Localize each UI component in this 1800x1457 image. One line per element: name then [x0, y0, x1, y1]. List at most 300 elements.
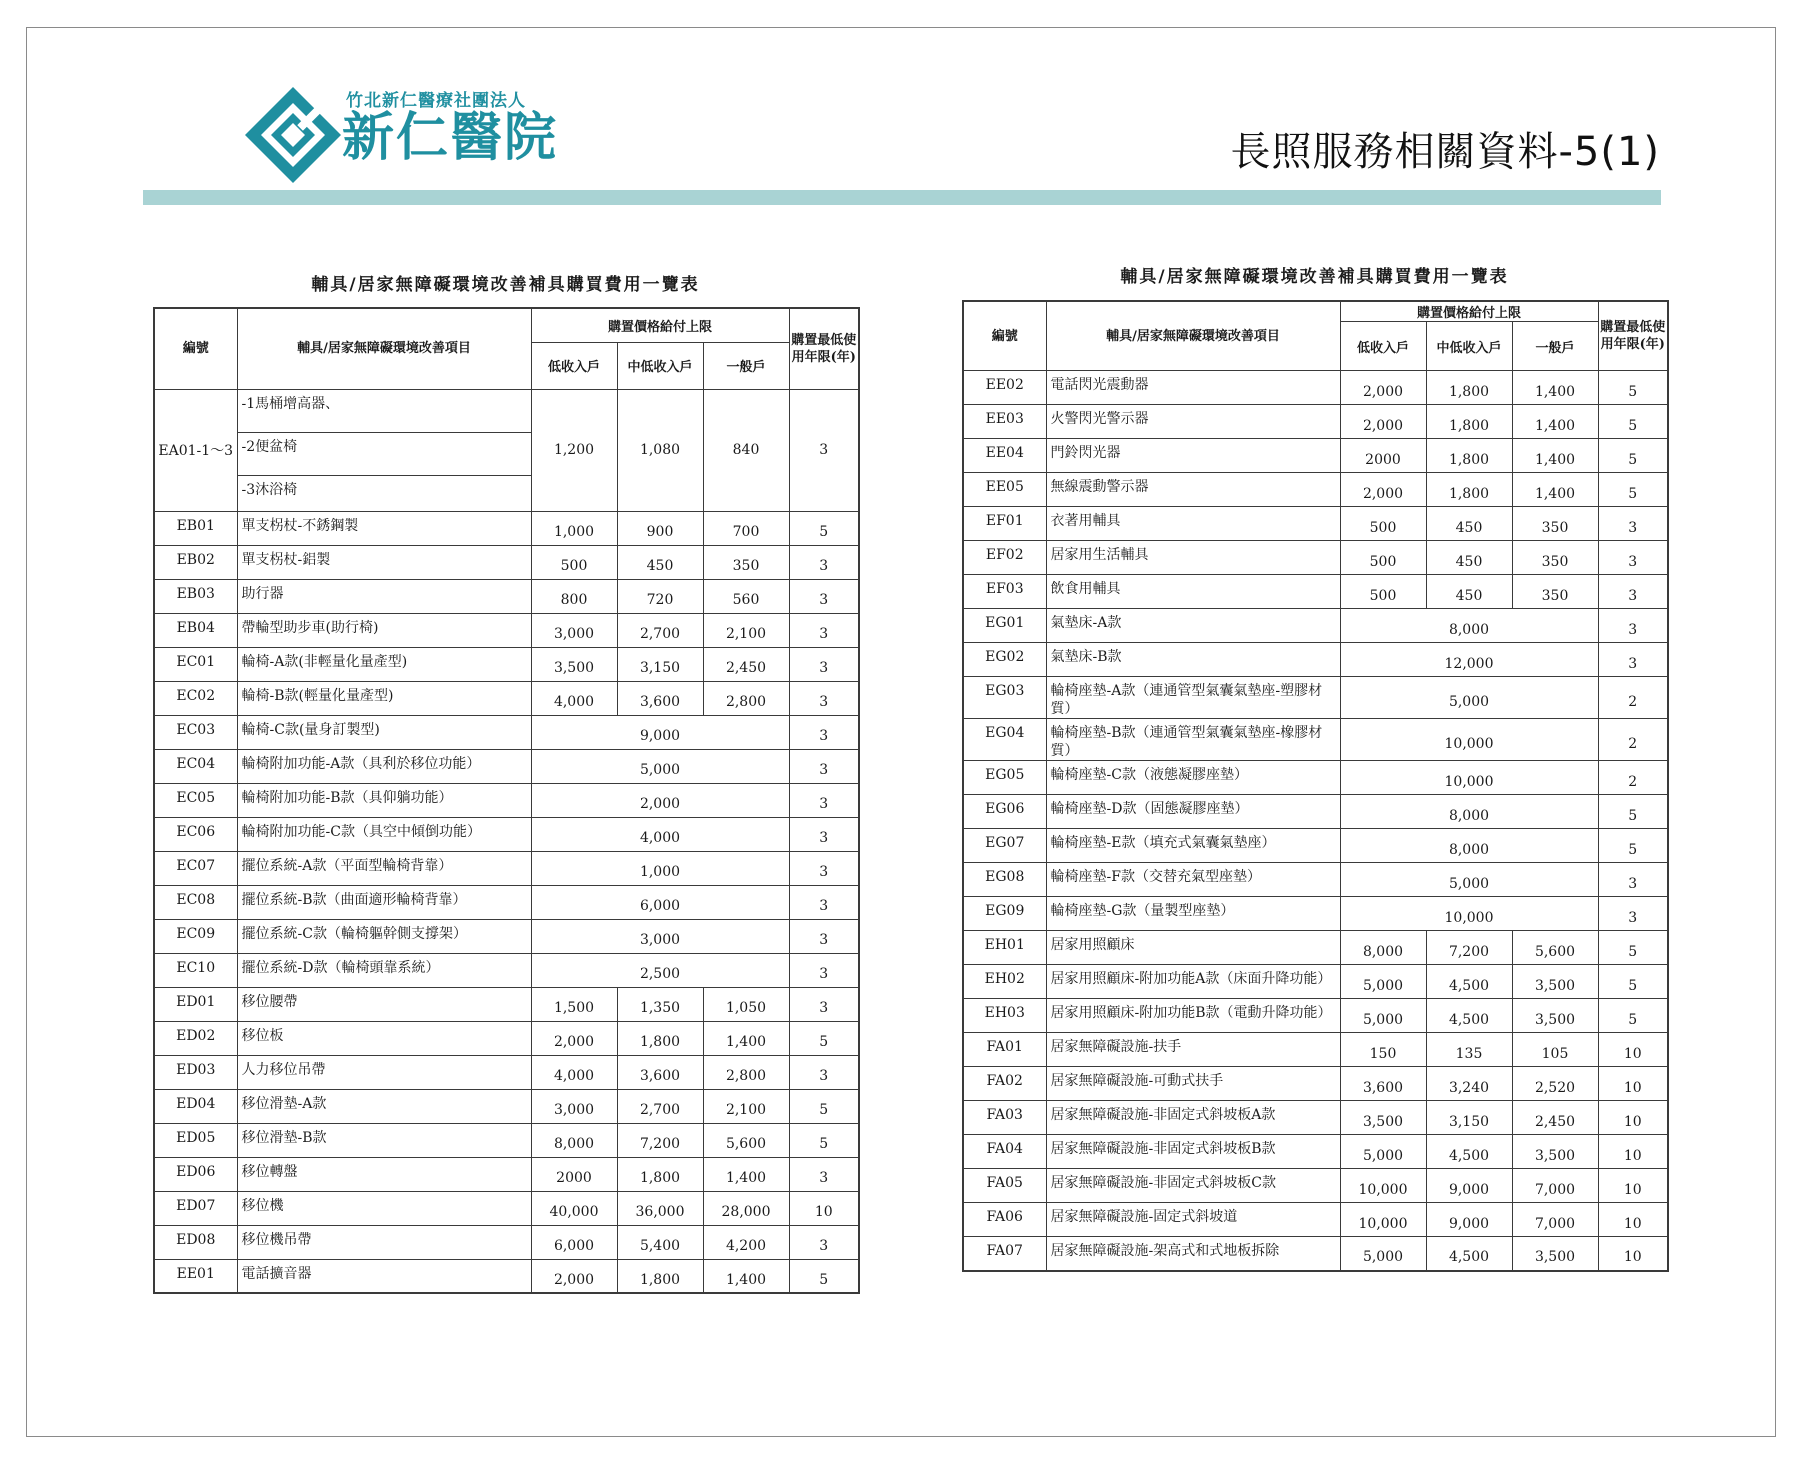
table-row: [154, 749, 859, 783]
row-low: 10,000: [1340, 1203, 1426, 1237]
row-item: 居家無障礙設施-非固定式斜坡板A款: [1046, 1101, 1340, 1135]
row-item: 居家無障礙設施-非固定式斜坡板C款: [1046, 1169, 1340, 1203]
table-row: [963, 1101, 1668, 1135]
row-general: 1,400: [703, 1157, 789, 1191]
row-general: 840: [703, 389, 789, 511]
row-item: 移位滑墊-B款: [237, 1123, 531, 1157]
row-midlow: 450: [1426, 507, 1512, 541]
row-general: 3,500: [1512, 1237, 1598, 1271]
row-midlow: 4,500: [1426, 965, 1512, 999]
table-row: [963, 439, 1668, 473]
row-years: 3: [1598, 541, 1668, 575]
row-code: EG07: [963, 829, 1046, 863]
row-price-merged: 8,000: [1340, 609, 1598, 643]
row-item: 飲食用輔具: [1046, 575, 1340, 609]
row-low: 2,000: [531, 1021, 617, 1055]
row-low: 500: [1340, 575, 1426, 609]
row-item: 門鈴閃光器: [1046, 439, 1340, 473]
table-row: [154, 1123, 859, 1157]
row-code: EC02: [154, 681, 237, 715]
row-price-merged: 8,000: [1340, 829, 1598, 863]
row-low: 3,000: [531, 613, 617, 647]
row-code: EC10: [154, 953, 237, 987]
row-item: 居家無障礙設施-可動式扶手: [1046, 1067, 1340, 1101]
table-row: [963, 965, 1668, 999]
row-general: 1,400: [1512, 439, 1598, 473]
row-low: 500: [531, 545, 617, 579]
row-price-merged: 5,000: [1340, 677, 1598, 719]
table-row: [154, 953, 859, 987]
row-item: 輪椅附加功能-A款（具利於移位功能）: [237, 749, 531, 783]
row-code: FA02: [963, 1067, 1046, 1101]
row-code: EF03: [963, 575, 1046, 609]
row-years: 3: [789, 579, 859, 613]
row-price-merged: 8,000: [1340, 795, 1598, 829]
row-code: ED03: [154, 1055, 237, 1089]
row-item: 輪椅座墊-D款（固態凝膠座墊）: [1046, 795, 1340, 829]
row-years: 10: [1598, 1033, 1668, 1067]
row-midlow: 5,400: [617, 1225, 703, 1259]
row-item: 擺位系統-B款（曲面適形輪椅背靠）: [237, 885, 531, 919]
table-row: [154, 1055, 859, 1089]
row-midlow: 720: [617, 579, 703, 613]
table-row: [963, 1169, 1668, 1203]
row-general: 4,200: [703, 1225, 789, 1259]
row-midlow: 1,800: [1426, 405, 1512, 439]
row-item: 擺位系統-A款（平面型輪椅背靠）: [237, 851, 531, 885]
row-general: 1,400: [703, 1021, 789, 1055]
row-low: 40,000: [531, 1191, 617, 1225]
row-general: 3,500: [1512, 999, 1598, 1033]
row-midlow: 450: [617, 545, 703, 579]
row-code: EE01: [154, 1259, 237, 1293]
table-row: [154, 1259, 859, 1293]
row-code: EC05: [154, 783, 237, 817]
table-row: [963, 1135, 1668, 1169]
row-years: 5: [1598, 371, 1668, 405]
row-midlow: 1,800: [617, 1259, 703, 1293]
header-general: 一般戶: [1512, 322, 1598, 371]
row-item: 居家無障礙設施-非固定式斜坡板B款: [1046, 1135, 1340, 1169]
table-row: [154, 1191, 859, 1225]
row-years: 3: [1598, 575, 1668, 609]
table-row: [963, 405, 1668, 439]
row-years: 5: [789, 511, 859, 545]
header-item: 輔具/居家無障礙環境改善項目: [237, 308, 531, 389]
row-code: EG03: [963, 677, 1046, 719]
table-row: [963, 677, 1668, 719]
row-years: 3: [1598, 507, 1668, 541]
row-general: 2,800: [703, 681, 789, 715]
table-row: [963, 761, 1668, 795]
row-code: ED01: [154, 987, 237, 1021]
row-general: 2,800: [703, 1055, 789, 1089]
row-code: EB02: [154, 545, 237, 579]
row-general: 3,500: [1512, 1135, 1598, 1169]
row-years: 3: [789, 715, 859, 749]
row-years: 3: [789, 545, 859, 579]
row-low: 5,000: [1340, 965, 1426, 999]
row-midlow: 450: [1426, 541, 1512, 575]
row-item-group: [237, 389, 531, 511]
row-years: 2: [1598, 677, 1668, 719]
row-midlow: 1,350: [617, 987, 703, 1021]
table-row: [154, 1089, 859, 1123]
row-item: 輪椅-C款(量身訂製型): [237, 715, 531, 749]
row-years: 10: [1598, 1101, 1668, 1135]
row-midlow: 9,000: [1426, 1203, 1512, 1237]
row-years: 3: [789, 885, 859, 919]
table-row: [154, 783, 859, 817]
header-price-group: 購置價格給付上限: [1340, 301, 1598, 322]
row-code: ED05: [154, 1123, 237, 1157]
row-midlow: 1,080: [617, 389, 703, 511]
row-general: 7,000: [1512, 1203, 1598, 1237]
table-row: [963, 1237, 1668, 1271]
row-midlow: 2,700: [617, 1089, 703, 1123]
row-item: 輪椅附加功能-B款（具仰躺功能）: [237, 783, 531, 817]
row-midlow: 135: [1426, 1033, 1512, 1067]
table-row: [963, 473, 1668, 507]
row-item: 助行器: [237, 579, 531, 613]
table-row: [154, 987, 859, 1021]
row-low: 2000: [1340, 439, 1426, 473]
row-years: 3: [789, 389, 859, 511]
row-code: EA01-1～3: [154, 389, 237, 511]
row-item: 輪椅座墊-G款（量製型座墊）: [1046, 897, 1340, 931]
row-years: 10: [1598, 1237, 1668, 1271]
row-low: 8,000: [531, 1123, 617, 1157]
row-years: 3: [789, 647, 859, 681]
row-code: EG08: [963, 863, 1046, 897]
row-years: 10: [1598, 1169, 1668, 1203]
table-row: [154, 1021, 859, 1055]
row-item: -2便盆椅: [238, 432, 531, 475]
row-years: 5: [789, 1021, 859, 1055]
table-row: [154, 715, 859, 749]
org-name: 新仁醫院: [342, 108, 559, 168]
table-row: [154, 817, 859, 851]
table-row: [154, 885, 859, 919]
row-code: ED04: [154, 1089, 237, 1123]
header-low: 低收入戶: [1340, 322, 1426, 371]
row-midlow: 1,800: [1426, 439, 1512, 473]
table-row: [963, 609, 1668, 643]
header-midlow: 中低收入戶: [1426, 322, 1512, 371]
row-general: 3,500: [1512, 965, 1598, 999]
row-years: 3: [789, 987, 859, 1021]
row-years: 5: [789, 1089, 859, 1123]
row-years: 5: [789, 1123, 859, 1157]
header-divider-bar: [143, 190, 1661, 205]
row-code: EE02: [963, 371, 1046, 405]
row-item: 衣著用輔具: [1046, 507, 1340, 541]
row-low: 4,000: [531, 681, 617, 715]
row-years: 3: [789, 1225, 859, 1259]
table-row: [963, 575, 1668, 609]
row-general: 5,600: [703, 1123, 789, 1157]
row-code: EG02: [963, 643, 1046, 677]
row-midlow: 1,800: [1426, 473, 1512, 507]
right-table-title: 輔具/居家無障礙環境改善補具購買費用一覽表: [1120, 267, 1509, 287]
row-price-merged: 10,000: [1340, 897, 1598, 931]
row-midlow: 2,700: [617, 613, 703, 647]
row-low: 500: [1340, 541, 1426, 575]
row-low: 2,000: [1340, 473, 1426, 507]
row-years: 3: [1598, 609, 1668, 643]
row-item: 無線震動警示器: [1046, 473, 1340, 507]
row-code: EF02: [963, 541, 1046, 575]
row-item: 輪椅座墊-F款（交替充氣型座墊）: [1046, 863, 1340, 897]
header-years: 購置最低使用年限(年): [789, 308, 859, 389]
row-low: 150: [1340, 1033, 1426, 1067]
header-item: 輔具/居家無障礙環境改善項目: [1046, 301, 1340, 371]
row-midlow: 3,240: [1426, 1067, 1512, 1101]
row-years: 5: [1598, 931, 1668, 965]
row-item: 氣墊床-A款: [1046, 609, 1340, 643]
row-low: 1,200: [531, 389, 617, 511]
row-general: 5,600: [1512, 931, 1598, 965]
row-midlow: 3,150: [1426, 1101, 1512, 1135]
row-years: 3: [789, 817, 859, 851]
row-general: 2,450: [1512, 1101, 1598, 1135]
row-general: 2,100: [703, 613, 789, 647]
table-row: [154, 511, 859, 545]
row-low: 2,000: [531, 1259, 617, 1293]
row-code: EH03: [963, 999, 1046, 1033]
table-row: [963, 1203, 1668, 1237]
table-row: [963, 371, 1668, 405]
row-years: 3: [789, 613, 859, 647]
row-years: 5: [1598, 965, 1668, 999]
table-row: [963, 507, 1668, 541]
row-general: 1,400: [1512, 405, 1598, 439]
row-midlow: 1,800: [1426, 371, 1512, 405]
row-code: EC01: [154, 647, 237, 681]
header-code: 編號: [963, 301, 1046, 371]
row-general: 1,400: [1512, 473, 1598, 507]
row-midlow: 3,600: [617, 681, 703, 715]
table-row: [154, 647, 859, 681]
row-price-merged: 6,000: [531, 885, 789, 919]
row-item: 居家無障礙設施-架高式和式地板拆除: [1046, 1237, 1340, 1271]
row-item: 居家用照顧床: [1046, 931, 1340, 965]
row-years: 5: [1598, 439, 1668, 473]
row-item: 電話閃光震動器: [1046, 371, 1340, 405]
row-low: 3,600: [1340, 1067, 1426, 1101]
row-general: 1,050: [703, 987, 789, 1021]
row-item: 居家無障礙設施-固定式斜坡道: [1046, 1203, 1340, 1237]
row-years: 3: [1598, 643, 1668, 677]
row-years: 3: [789, 681, 859, 715]
row-code: EB03: [154, 579, 237, 613]
row-item: 單支柺杖-鋁製: [237, 545, 531, 579]
left-table-title: 輔具/居家無障礙環境改善補具購買費用一覽表: [311, 275, 700, 295]
row-midlow: 4,500: [1426, 1135, 1512, 1169]
row-code: FA01: [963, 1033, 1046, 1067]
table-row: [154, 613, 859, 647]
row-years: 3: [789, 783, 859, 817]
row-low: 1,500: [531, 987, 617, 1021]
row-item: 移位機: [237, 1191, 531, 1225]
row-item: 擺位系統-C款（輪椅軀幹側支撐架）: [237, 919, 531, 953]
row-midlow: 9,000: [1426, 1169, 1512, 1203]
row-general: 2,450: [703, 647, 789, 681]
row-general: 700: [703, 511, 789, 545]
table-row: [154, 851, 859, 885]
left-price-table: [153, 307, 860, 1294]
row-low: 4,000: [531, 1055, 617, 1089]
row-years: 10: [1598, 1067, 1668, 1101]
row-years: 5: [789, 1259, 859, 1293]
row-low: 2000: [531, 1157, 617, 1191]
row-code: FA05: [963, 1169, 1046, 1203]
row-item: 輪椅附加功能-C款（具空中傾倒功能）: [237, 817, 531, 851]
header-code: 編號: [154, 308, 237, 389]
row-midlow: 4,500: [1426, 999, 1512, 1033]
row-code: ED06: [154, 1157, 237, 1191]
row-item: 居家用照顧床-附加功能A款（床面升降功能）: [1046, 965, 1340, 999]
row-years: 3: [789, 1055, 859, 1089]
row-price-merged: 9,000: [531, 715, 789, 749]
row-item: 居家無障礙設施-扶手: [1046, 1033, 1340, 1067]
row-price-merged: 10,000: [1340, 719, 1598, 761]
row-general: 350: [1512, 575, 1598, 609]
row-code: EC04: [154, 749, 237, 783]
row-years: 3: [789, 1157, 859, 1191]
row-general: 560: [703, 579, 789, 613]
table-row: [154, 579, 859, 613]
row-code: EC03: [154, 715, 237, 749]
row-code: EG09: [963, 897, 1046, 931]
table-row: [963, 1067, 1668, 1101]
row-general: 350: [703, 545, 789, 579]
row-low: 3,500: [1340, 1101, 1426, 1135]
page-title: 長照服務相關資料-5(1): [1230, 129, 1660, 175]
row-code: EC06: [154, 817, 237, 851]
row-code: EC07: [154, 851, 237, 885]
table-row: [963, 541, 1668, 575]
row-low: 6,000: [531, 1225, 617, 1259]
row-code: EC08: [154, 885, 237, 919]
row-code: FA07: [963, 1237, 1046, 1271]
row-price-merged: 5,000: [531, 749, 789, 783]
row-low: 3,000: [531, 1089, 617, 1123]
row-years: 2: [1598, 761, 1668, 795]
row-years: 5: [1598, 829, 1668, 863]
row-general: 1,400: [1512, 371, 1598, 405]
row-item: 移位腰帶: [237, 987, 531, 1021]
row-years: 5: [1598, 405, 1668, 439]
row-code: EG06: [963, 795, 1046, 829]
row-item: 電話擴音器: [237, 1259, 531, 1293]
row-code: EG04: [963, 719, 1046, 761]
row-code: FA04: [963, 1135, 1046, 1169]
row-item: 單支柺杖-不銹鋼製: [237, 511, 531, 545]
row-item: -1馬桶增高器、: [241, 395, 340, 412]
row-years: 5: [1598, 999, 1668, 1033]
row-item: 輪椅座墊-E款（填充式氣囊氣墊座）: [1046, 829, 1340, 863]
row-low: 10,000: [1340, 1169, 1426, 1203]
row-years: 3: [789, 953, 859, 987]
row-midlow: 1,800: [617, 1157, 703, 1191]
row-item: 移位轉盤: [237, 1157, 531, 1191]
row-item: 輪椅座墊-A款（連通管型氣囊氣墊座-塑膠材質）: [1046, 677, 1340, 719]
row-years: 10: [1598, 1135, 1668, 1169]
row-code: EE03: [963, 405, 1046, 439]
header-midlow: 中低收入戶: [617, 342, 703, 389]
row-midlow: 7,200: [617, 1123, 703, 1157]
table-row: [963, 1033, 1668, 1067]
row-general: 2,100: [703, 1089, 789, 1123]
table-row: [963, 931, 1668, 965]
row-item: 火警閃光警示器: [1046, 405, 1340, 439]
row-code: EB04: [154, 613, 237, 647]
row-years: 5: [1598, 473, 1668, 507]
row-code: ED07: [154, 1191, 237, 1225]
row-midlow: 7,200: [1426, 931, 1512, 965]
row-code: EF01: [963, 507, 1046, 541]
row-years: 3: [1598, 863, 1668, 897]
row-code: ED08: [154, 1225, 237, 1259]
row-code: FA03: [963, 1101, 1046, 1135]
row-code: ED02: [154, 1021, 237, 1055]
row-years: 3: [789, 749, 859, 783]
row-general: 7,000: [1512, 1169, 1598, 1203]
row-item: 居家用照顧床-附加功能B款（電動升降功能）: [1046, 999, 1340, 1033]
row-years: 2: [1598, 719, 1668, 761]
row-code: EC09: [154, 919, 237, 953]
row-low: 3,500: [531, 647, 617, 681]
row-low: 5,000: [1340, 1237, 1426, 1271]
table-row: [963, 999, 1668, 1033]
header-price-group: 購置價格給付上限: [531, 308, 789, 342]
table-row: [154, 1157, 859, 1191]
row-low: 2,000: [1340, 371, 1426, 405]
row-low: 2,000: [1340, 405, 1426, 439]
table-row: [963, 829, 1668, 863]
row-item: 移位滑墊-A款: [237, 1089, 531, 1123]
header-general: 一般戶: [703, 342, 789, 389]
row-low: 5,000: [1340, 999, 1426, 1033]
row-price-merged: 5,000: [1340, 863, 1598, 897]
row-midlow: 36,000: [617, 1191, 703, 1225]
row-item: 帶輪型助步車(助行椅): [237, 613, 531, 647]
right-price-table: [962, 300, 1669, 1272]
row-years: 3: [1598, 897, 1668, 931]
row-code: EG01: [963, 609, 1046, 643]
table-row: [154, 919, 859, 953]
row-midlow: 3,600: [617, 1055, 703, 1089]
row-item: 輪椅座墊-B款（連通管型氣囊氣墊座-橡膠材質）: [1046, 719, 1340, 761]
table-row: [154, 545, 859, 579]
row-years: 3: [789, 919, 859, 953]
table-row: [154, 389, 859, 511]
row-midlow: 3,150: [617, 647, 703, 681]
row-midlow: 450: [1426, 575, 1512, 609]
row-code: EH02: [963, 965, 1046, 999]
header-years: 購置最低使用年限(年): [1598, 301, 1668, 371]
row-low: 800: [531, 579, 617, 613]
row-item: 人力移位吊帶: [237, 1055, 531, 1089]
row-general: 105: [1512, 1033, 1598, 1067]
table-row: [963, 719, 1668, 761]
row-midlow: 4,500: [1426, 1237, 1512, 1271]
row-years: 10: [789, 1191, 859, 1225]
row-price-merged: 3,000: [531, 919, 789, 953]
row-years: 3: [789, 851, 859, 885]
row-general: 350: [1512, 541, 1598, 575]
